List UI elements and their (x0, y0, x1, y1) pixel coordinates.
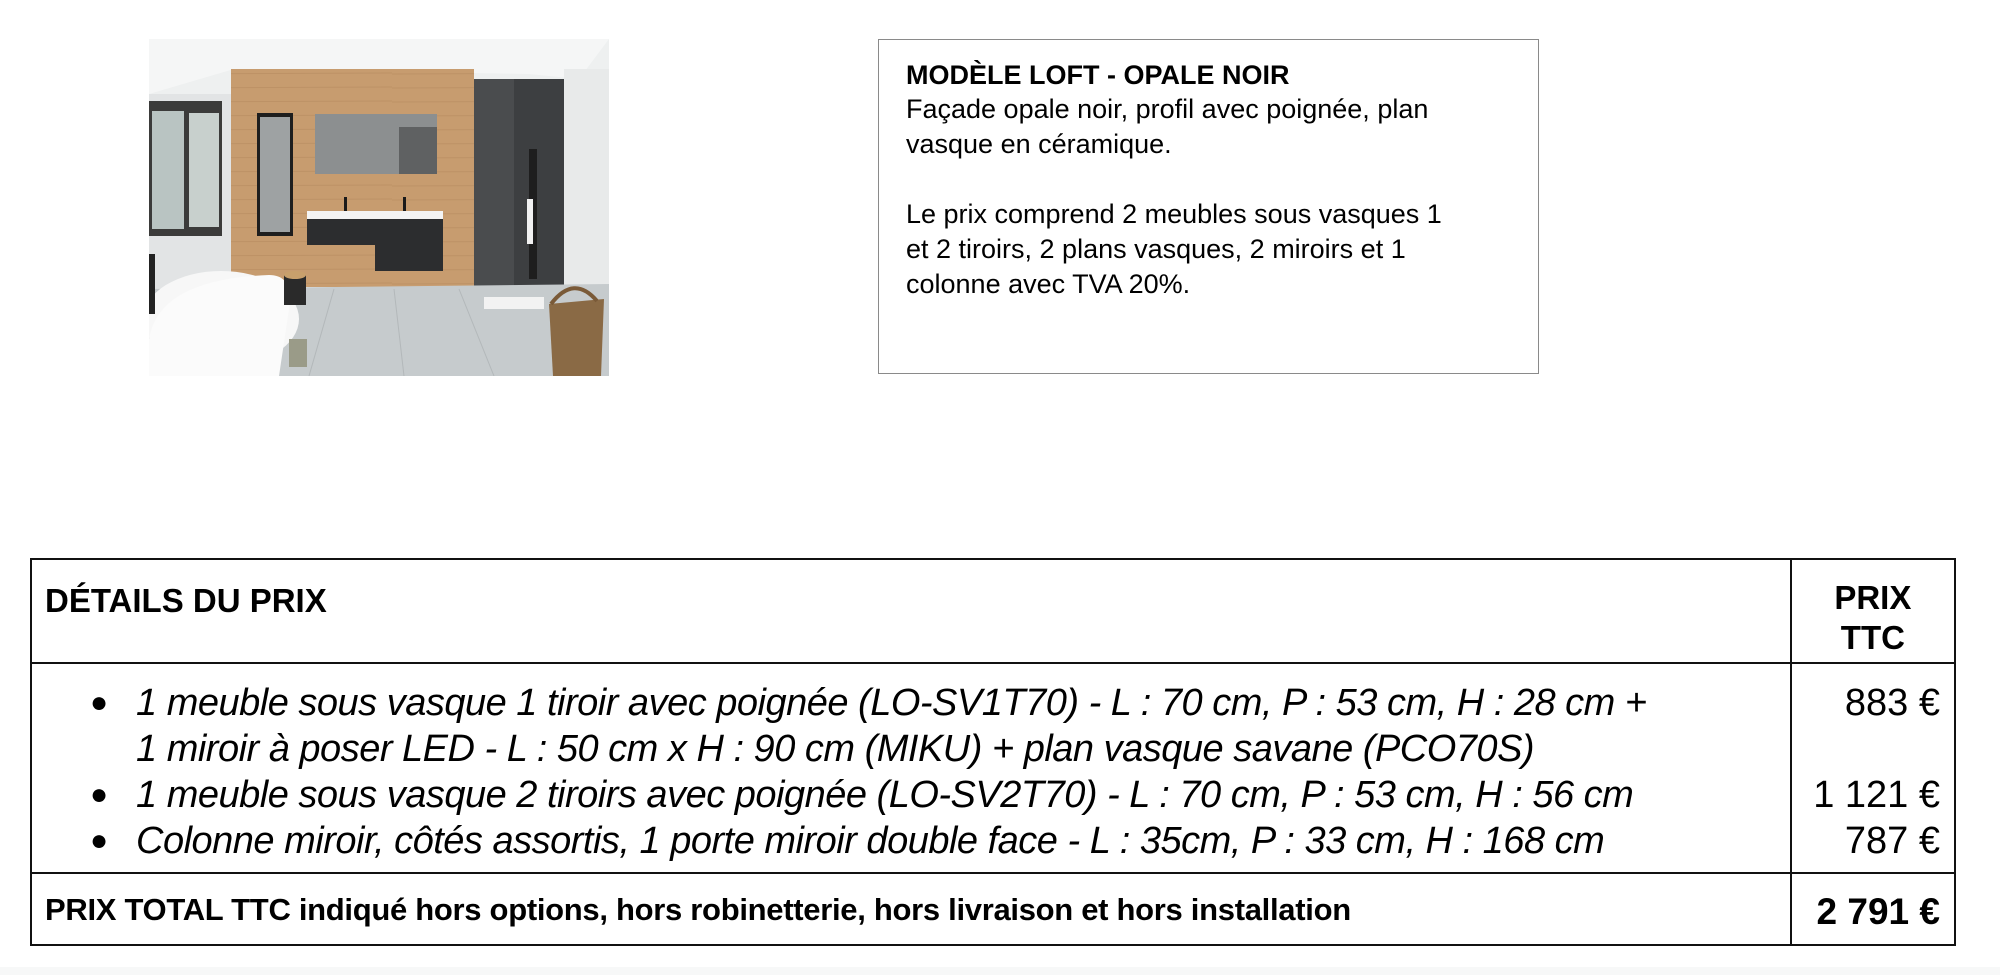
bullet-icon: ● (90, 686, 108, 719)
price-note-line: et 2 tiroirs, 2 plans vasques, 2 miroirs et 1 (906, 234, 1406, 264)
price-header (1791, 559, 1955, 663)
list-item (90, 772, 1790, 818)
price-header-line: TTC (1840, 619, 1905, 656)
bullet-icon: ● (90, 824, 108, 857)
item-text: Colonne miroir, côtés assortis, 1 porte miroir double face - L : 35cm, P : 33 cm, H : 168 cm (136, 820, 1605, 862)
table-header-row (31, 559, 1955, 663)
price-details-table (30, 558, 1956, 946)
description-line: vasque en céramique. (906, 129, 1172, 159)
item-price: 1 121 € (1813, 774, 1940, 816)
table-total-row (31, 873, 1955, 945)
product-photo (149, 39, 609, 376)
total-label: PRIX TOTAL TTC indiqué hors options, hors robinetterie, hors livraison et hors installation (31, 873, 1791, 945)
items-cell (31, 663, 1791, 873)
item-price: 883 € (1844, 682, 1940, 724)
price-header-line: PRIX (1834, 579, 1912, 616)
list-item (90, 818, 1790, 864)
page-bottom-edge (0, 967, 2000, 975)
item-text: 1 meuble sous vasque 2 tiroirs avec poignée (LO-SV2T70) - L : 70 cm, P : 53 cm, H : 56 cm (136, 774, 1634, 816)
item-text: 1 meuble sous vasque 1 tiroir avec poignée (LO-SV1T70) - L : 70 cm, P : 53 cm, H : 28 cm + (136, 682, 1647, 724)
items-list (32, 680, 1790, 864)
table-body-row (31, 663, 1955, 873)
bathroom-photo-icon (149, 39, 609, 376)
model-title: MODÈLE LOFT - OPALE NOIR (906, 60, 1290, 90)
product-info-box (878, 39, 1539, 374)
spacer (1792, 726, 1940, 772)
description-line: Façade opale noir, profil avec poignée, plan (906, 94, 1429, 124)
list-item (90, 680, 1790, 772)
price-note-line: colonne avec TVA 20%. (906, 269, 1191, 299)
details-header: DÉTAILS DU PRIX (31, 559, 1791, 663)
price-note-line: Le prix comprend 2 meubles sous vasques 1 (906, 199, 1442, 229)
item-text: 1 miroir à poser LED - L : 50 cm x H : 90 cm (MIKU) + plan vasque savane (PCO70S) (136, 728, 1535, 770)
bullet-icon: ● (90, 778, 108, 811)
prices-cell (1791, 663, 1955, 873)
spacer (906, 162, 1512, 197)
total-value: 2 791 € (1791, 873, 1955, 945)
item-price: 787 € (1844, 820, 1940, 862)
